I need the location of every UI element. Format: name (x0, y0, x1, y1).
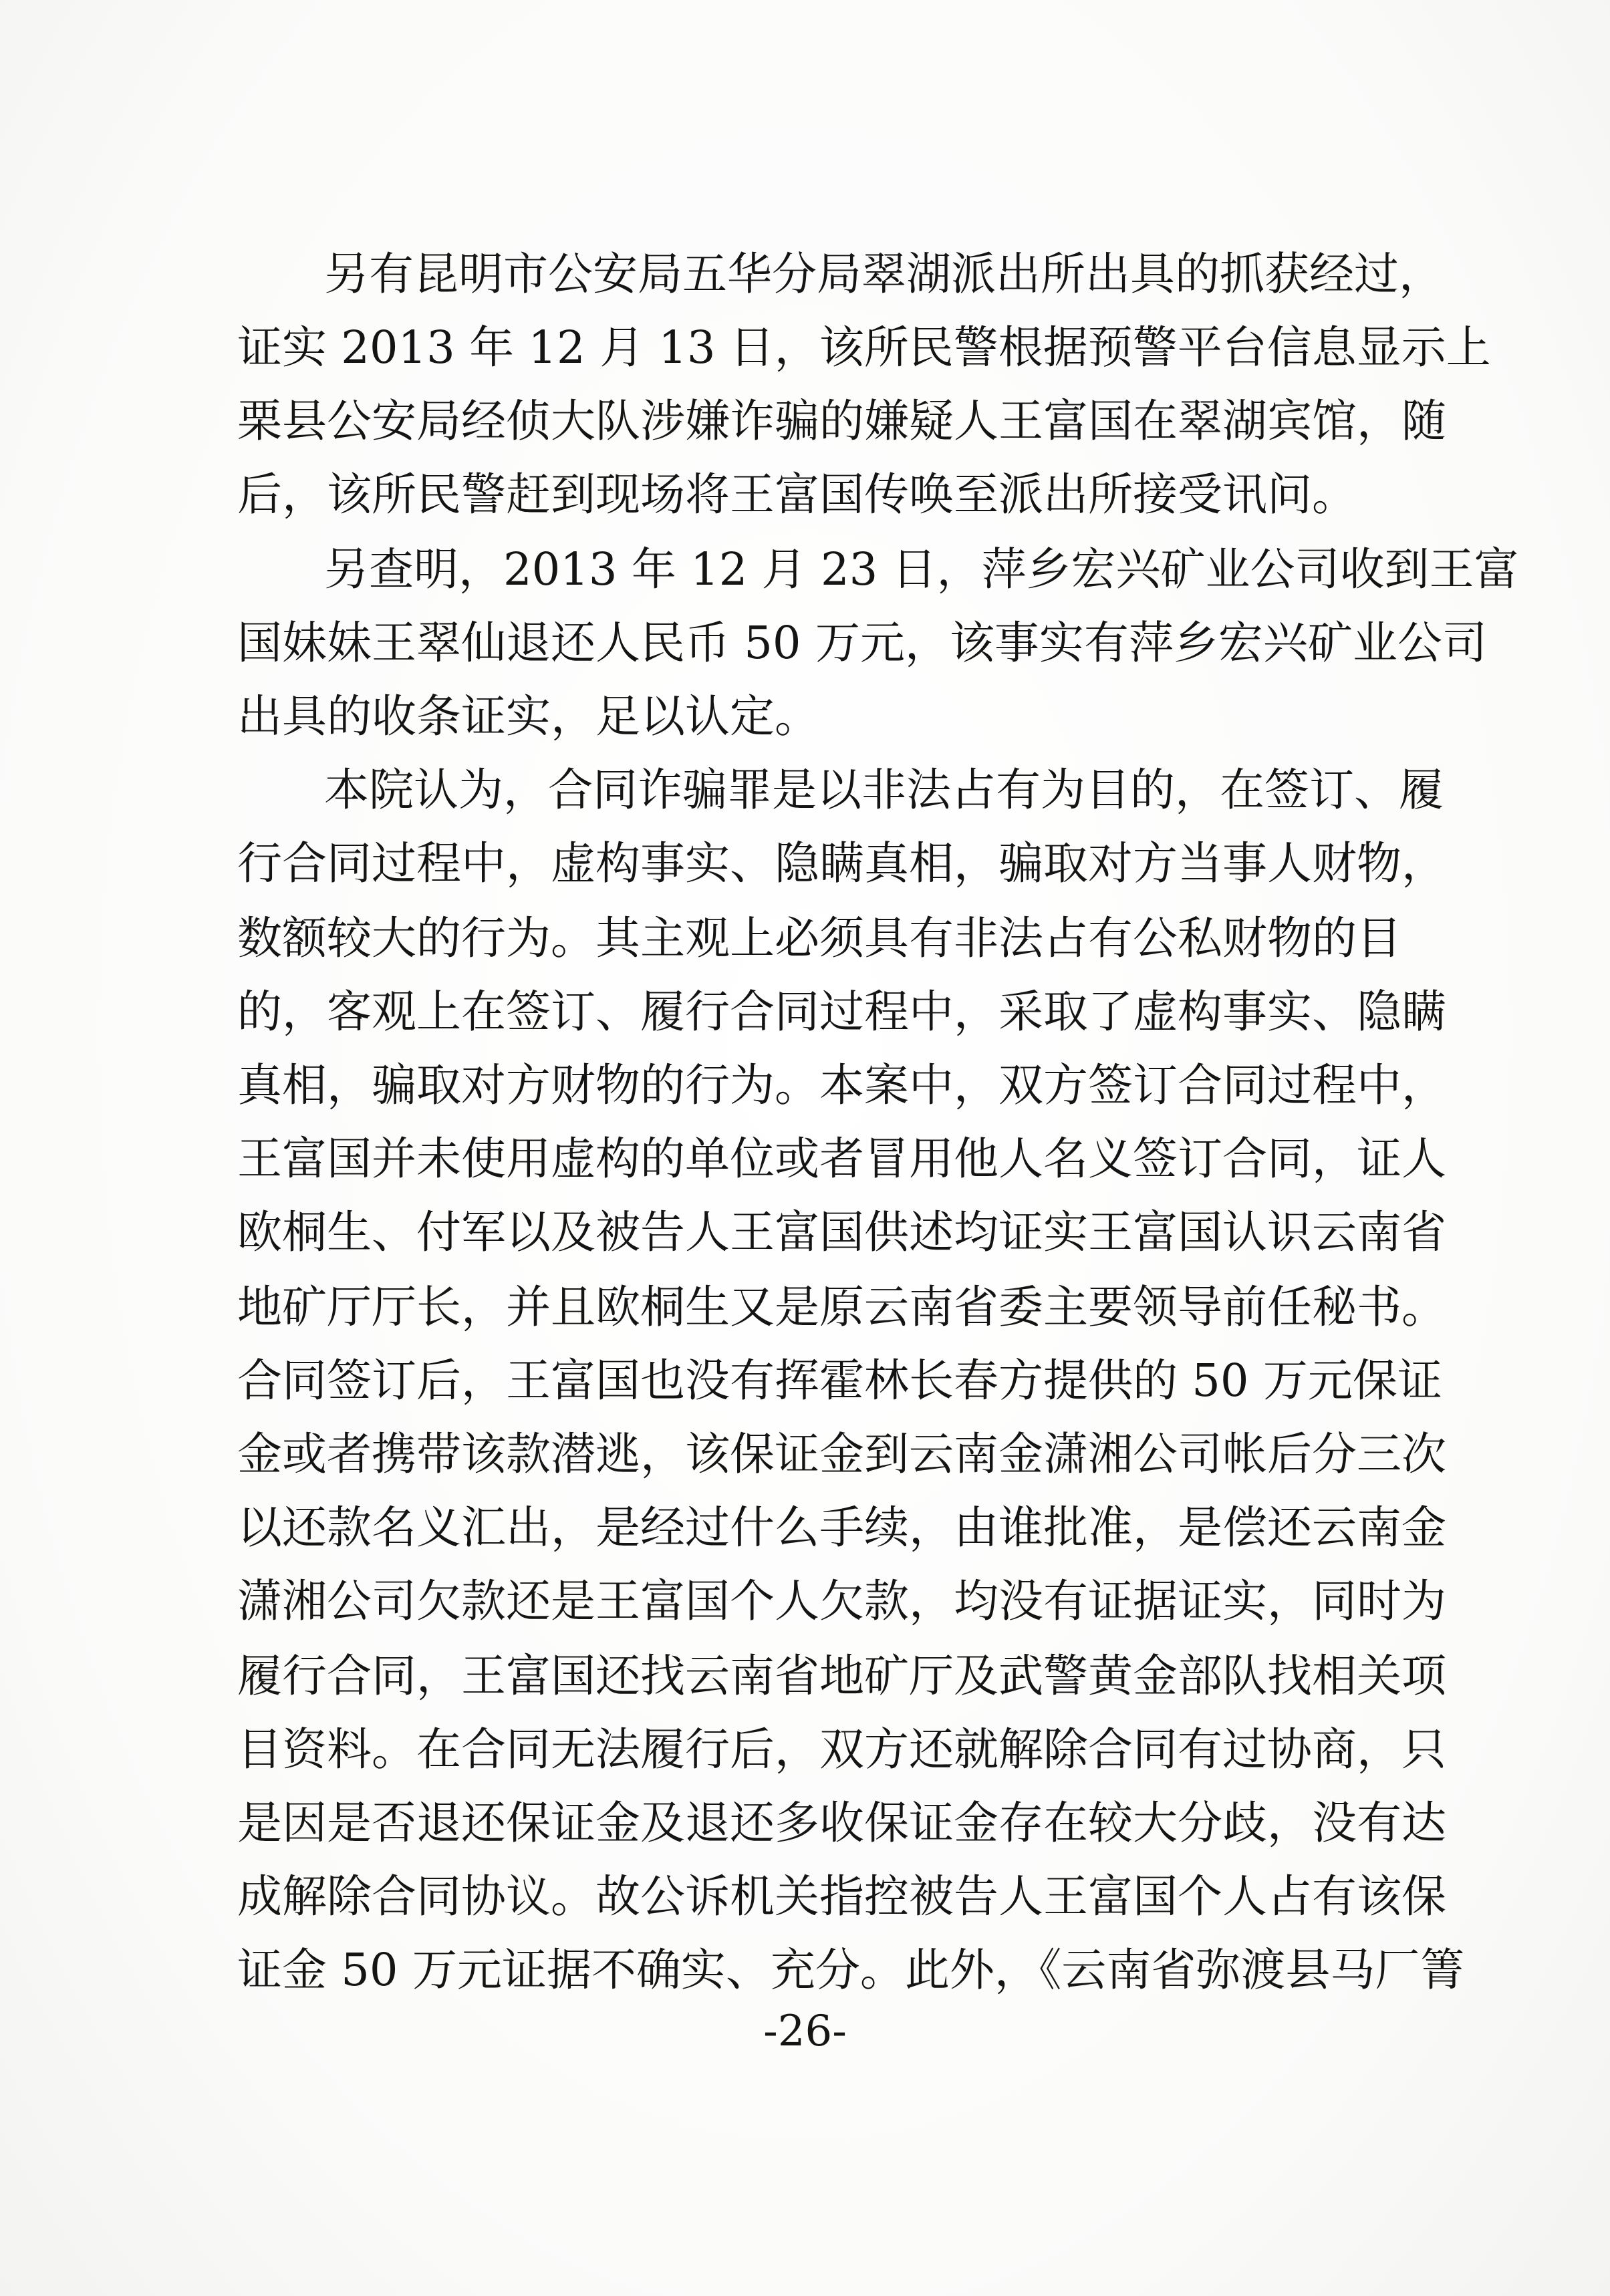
text-line: 行合同过程中，虚构事实、隐瞒真相，骗取对方当事人财物， (237, 837, 1446, 889)
text-line: 本院认为，合同诈骗罪是以非法占有为目的，在签订、履 (324, 764, 1444, 816)
text-line: 数额较大的行为。其主观上必须具有非法占有公私财物的目 (237, 912, 1401, 964)
text-line: 后，该所民警赶到现场将王富国传唤至派出所接受讯问。 (237, 468, 1357, 521)
text-line: 的，客观上在签订、履行合同过程中，采取了虚构事实、隐瞒 (237, 986, 1446, 1038)
text-line: 王富国并未使用虚构的单位或者冒用他人名义签订合同，证人 (237, 1133, 1446, 1185)
text-line: 合同签订后，王富国也没有挥霍林长春方提供的 50 万元保证 (237, 1354, 1442, 1407)
text-line: 金或者携带该款潜逃，该保证金到云南金潇湘公司帐后分三次 (237, 1428, 1446, 1480)
text-line: 目资料。在合同无法履行后，双方还就解除合同有过协商，只 (237, 1723, 1446, 1775)
text-line: 地矿厅厅长，并且欧桐生又是原云南省委主要领导前任秘书。 (237, 1281, 1446, 1333)
text-line: 成解除合同协议。故公诉机关指控被告人王富国个人占有该保 (237, 1870, 1446, 1922)
text-line: 欧桐生、付军以及被告人王富国供述均证实王富国认识云南省 (237, 1206, 1446, 1258)
text-line: 证金 50 万元证据不确实、充分。此外，《云南省弥渡县马厂箐 (237, 1944, 1465, 1996)
text-line: 潇湘公司欠款还是王富国个人欠款，均没有证据证实，同时为 (237, 1575, 1446, 1627)
text-line: 真相，骗取对方财物的行为。本案中，双方签订合同过程中， (237, 1059, 1446, 1111)
text-line: 栗县公安局经侦大队涉嫌诈骗的嫌疑人王富国在翠湖宾馆，随 (237, 395, 1446, 447)
text-line: 以还款名义汇出，是经过什么手续，由谁批准，是偿还云南金 (237, 1501, 1446, 1554)
text-line: 证实 2013 年 12 月 13 日，该所民警根据预警平台信息显示上 (237, 321, 1491, 374)
text-line: 另有昆明市公安局五华分局翠湖派出所出具的抓获经过， (324, 248, 1444, 300)
text-line: 出具的收条证实，足以认定。 (237, 690, 819, 742)
text-line: 另查明，2013 年 12 月 23 日，萍乡宏兴矿业公司收到王富 (324, 543, 1519, 595)
text-line: 履行合同，王富国还找云南省地矿厅及武警黄金部队找相关项 (237, 1650, 1446, 1702)
page-number: -26- (763, 2007, 847, 2056)
text-line: 是因是否退还保证金及退还多收保证金存在较大分歧，没有达 (237, 1797, 1446, 1849)
text-line: 国妹妹王翠仙退还人民币 50 万元，该事实有萍乡宏兴矿业公司 (237, 617, 1487, 669)
